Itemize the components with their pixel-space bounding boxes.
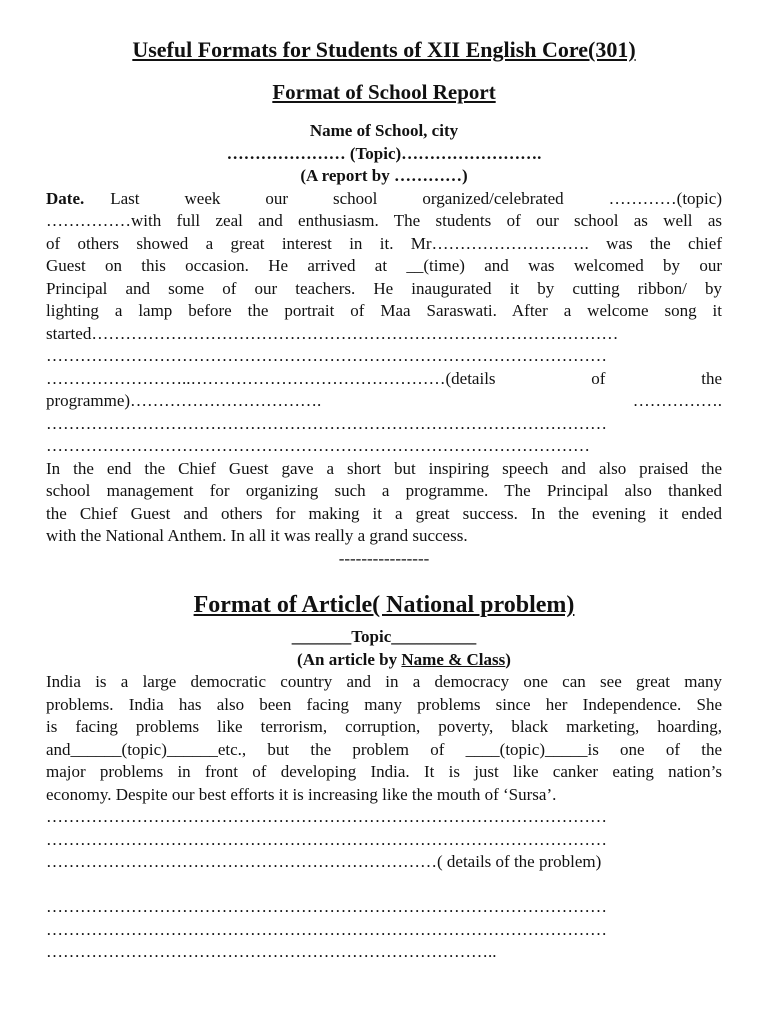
article-byline <box>46 649 722 672</box>
article-section <box>46 570 722 964</box>
report-separator: ---------------- <box>338 548 430 568</box>
report-line-4: Guest on this occasion. He arrived at __(time) and was welcomed by our <box>46 256 722 275</box>
article-dots-5: …………………………………………………………………….. <box>46 942 497 961</box>
report-closing-3: the Chief Guest and others for making it a great success. In the evening it ended <box>46 503 722 523</box>
article-topic-line: _______Topic__________ <box>291 627 477 646</box>
report-line-5: Principal and some of our teachers. He inaugurated it by cutting ribbon/ by <box>46 278 722 298</box>
report-programme-right: ……………. <box>632 391 722 410</box>
report-date-label: Date. <box>46 188 85 208</box>
report-closing-2: school management for organizing such a programme. The Principal also thanked <box>46 481 722 500</box>
report-line-3: of others showed a great interest in it. Mr………………………. was the chief <box>46 233 722 253</box>
report-details-left: ……………………..………………………………………(details <box>46 368 496 388</box>
report-byline: (A report by …………) <box>300 166 468 185</box>
report-details-line <box>46 368 722 391</box>
article-dots-1: ……………………………………………………………………………………… <box>46 807 607 826</box>
article-line-6: economy. Despite our best efforts it is increasing like the mouth of ‘Sursa’. <box>46 784 557 804</box>
article-line-5: major problems in front of developing India. It is just like canker eating nation’s <box>46 762 722 781</box>
article-dots-3: ……………………………………………………………………………………… <box>46 897 607 916</box>
article-line-3: is facing problems like terrorism, corruption, poverty, black marketing, hoarding, <box>46 717 722 736</box>
report-dots-2: ……………………………………………………………………………………… <box>46 413 607 433</box>
article-line-1: India is a large democratic country and in a democracy one can see great many <box>46 672 722 691</box>
article-byline-prefix: (An article by <box>297 649 402 669</box>
report-programme-left: programme)……………………………. <box>46 391 322 410</box>
article-byline-name: Name & Class <box>401 649 506 669</box>
article-line-2: problems. India has also been facing many problems since her Independence. She <box>46 694 722 714</box>
article-details-line: ……………………………………………………………( details of the problem) <box>46 852 602 871</box>
report-line-6: lighting a lamp before the portrait of Maa Saraswati. After a welcome song it <box>46 301 722 320</box>
report-line-2: ……………with full zeal and enthusiasm. The students of our school as well as <box>46 211 722 230</box>
blank-line <box>46 874 722 897</box>
report-programme-line <box>46 390 722 413</box>
report-closing-4: with the National Anthem. In all it was really a grand success. <box>46 526 468 545</box>
report-details-the: the <box>701 368 722 388</box>
school-report-section <box>46 72 722 570</box>
report-dots-3: …………………………………………………………………………………… <box>46 436 590 455</box>
report-details-of: of <box>591 368 606 388</box>
report-heading: Format of School Report <box>272 80 496 104</box>
report-body <box>46 188 722 571</box>
article-line-4: and______(topic)______etc., but the problem of ____(topic)_____is one of the <box>46 739 722 759</box>
report-dots-1: ……………………………………………………………………………………… <box>46 346 607 365</box>
document-title: Useful Formats for Students of XII English Core(301) <box>132 37 636 62</box>
article-byline-suffix: ) <box>505 649 511 669</box>
document-page <box>46 32 722 964</box>
article-dots-2: ……………………………………………………………………………………… <box>46 829 607 849</box>
report-line-1-text: Last week our school organized/celebrated …………(topic) <box>110 188 722 208</box>
report-line-1 <box>46 188 722 211</box>
article-heading: Format of Article( National problem) <box>193 592 575 618</box>
article-dots-4: ……………………………………………………………………………………… <box>46 919 607 939</box>
report-line-7: started………………………………………………………………………………… <box>46 323 619 343</box>
report-closing-1: In the end the Chief Guest gave a short but inspiring speech and also praised the <box>46 458 722 478</box>
report-school-line: Name of School, city <box>309 121 459 140</box>
report-topic-line: ………………… (Topic)……………………. <box>226 143 542 163</box>
